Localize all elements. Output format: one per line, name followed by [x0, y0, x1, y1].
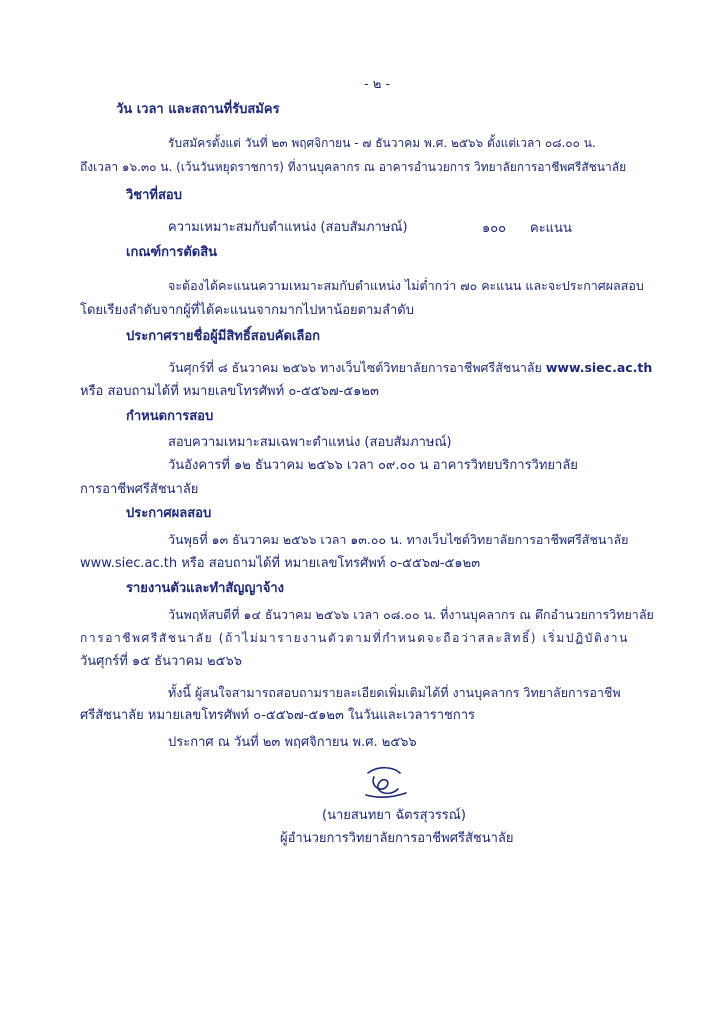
contact-line-1: ทั้งนี้ ผู้สนใจสามารถสอบถามรายละเอียดเพิ่มเติมได้ที่ งานบุคลากร วิทยาลัยการอาชีพ — [168, 685, 621, 700]
results-heading: ประกาศผลสอบ — [126, 506, 212, 521]
page-number: - ๒ - — [364, 77, 391, 92]
signatory-position: ผู้อำนวยการวิทยาลัยการอาชีพศรีสัชนาลัย — [280, 831, 514, 846]
subject-heading: วิชาที่สอบ — [126, 188, 182, 203]
subject-item: ความเหมาะสมกับตำแหน่ง (สอบสัมภาษณ์) — [168, 220, 408, 235]
handwritten-signature — [360, 763, 410, 803]
candidates-line-1-text: วันศุกร์ที่ ๘ ธันวาคม ๒๕๖๖ ทางเว็บไซต์วิทยาลัยการอาชีพศรีสัชนาลัย — [168, 360, 542, 375]
contract-line-2: การอาชีพศรีสัชนาลัย (ถ้าไม่มารายงานตัวตามที่กำหนดจะถือว่าสละสิทธิ์) เริ่มปฏิบัติงาน — [80, 631, 629, 645]
announcement-date: ประกาศ ณ วันที่ ๒๓ พฤศจิกายน พ.ศ. ๒๕๖๖ — [168, 735, 417, 750]
candidates-heading: ประกาศรายชื่อผู้มีสิทธิ์สอบคัดเลือก — [126, 329, 321, 344]
subject-score: ๑๐๐ — [482, 221, 507, 236]
schedule-line-2: ถึงเวลา ๑๖.๓๐ น. (เว้นวันหยุดราชการ) ที่งานบุคลากร ณ อาคารอำนวยการ วิทยาลัยการอาชีพศรีสัชนาลัย — [80, 160, 627, 174]
schedule-line-1: รับสมัครตั้งแต่ วันที่ ๒๓ พฤศจิกายน - ๗ ธันวาคม พ.ศ. ๒๕๖๖ ตั้งแต่เวลา ๐๘.๐๐ น. — [168, 136, 596, 150]
results-line-2: www.siec.ac.th หรือ สอบถามได้ที่ หมายเลขโทรศัพท์ ๐-๕๕๖๗-๕๑๒๓ — [80, 556, 481, 571]
criteria-line-1: จะต้องได้คะแนนความเหมาะสมกับตำแหน่ง ไม่ต่ำกว่า ๗๐ คะแนน และจะประกาศผลสอบ — [168, 278, 644, 293]
contact-line-2: ศรีสัชนาลัย หมายเลขโทรศัพท์ ๐-๕๕๖๗-๕๑๒๓ ในวันและเวลาราชการ — [80, 708, 476, 723]
criteria-line-2: โดยเรียงลำดับจากผู้ที่ได้คะแนนจากมากไปหาน้อยตามลำดับ — [80, 303, 414, 318]
exam-date-heading: กำหนดการสอบ — [126, 409, 214, 424]
results-line-1: วันพุธที่ ๑๓ ธันวาคม ๒๕๖๖ เวลา ๑๓.๐๐ น. ทางเว็บไซต์วิทยาลัยการอาชีพศรีสัชนาลัย — [168, 532, 629, 547]
subject-unit: คะแนน — [530, 221, 572, 236]
exam-date-line-1: สอบความเหมาะสมเฉพาะตำแหน่ง (สอบสัมภาษณ์) — [168, 435, 452, 450]
criteria-heading: เกณฑ์การตัดสิน — [126, 245, 218, 260]
exam-date-line-3: การอาชีพศรีสัชนาลัย — [80, 482, 199, 497]
contract-line-3: วันศุกร์ที่ ๑๕ ธันวาคม ๒๕๖๖ — [80, 654, 242, 669]
exam-date-line-2: วันอังคารที่ ๑๒ ธันวาคม ๒๕๖๖ เวลา ๐๙.๐๐ น อาคารวิทยบริการวิทยาลัย — [168, 458, 578, 473]
candidates-line-2: หรือ สอบถามได้ที่ หมายเลขโทรศัพท์ ๐-๕๕๖๗-๕๑๒๓ — [80, 384, 379, 399]
contract-heading: รายงานตัวและทำสัญญาจ้าง — [126, 581, 285, 596]
schedule-heading: วัน เวลา และสถานที่รับสมัคร — [116, 102, 280, 117]
candidates-line-1 — [168, 359, 652, 377]
contract-line-1: วันพฤหัสบดีที่ ๑๔ ธันวาคม ๒๕๖๖ เวลา ๐๘.๐๐ น. ที่งานบุคลากร ณ ตึกอำนวยการวิทยาลัย — [168, 607, 654, 622]
siec-website-link[interactable]: www.siec.ac.th — [545, 360, 653, 375]
signatory-name: (นายสนทยา ฉัตรสุวรรณ์) — [322, 808, 466, 823]
